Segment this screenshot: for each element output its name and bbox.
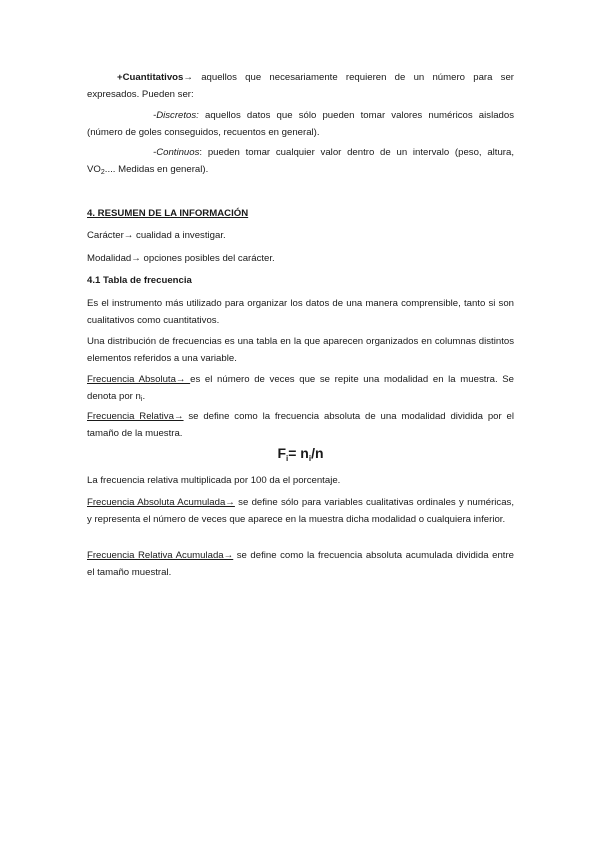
distribution-paragraph: Una distribución de frecuencias es una tabla en la que aparecen organizados en columnas distintos elementos referidos a una variable. [87, 336, 514, 364]
freq-abs-term: Frecuencia Absoluta→ [87, 374, 191, 385]
discrete-term: -Discretos: [153, 110, 199, 121]
modalidad-definition: Modalidad→ opciones posibles del carácter. [87, 253, 275, 264]
continuous-text: : pueden tomar cualquier valor dentro de un intervalo (peso, altura, VO [87, 147, 514, 175]
discrete-paragraph [87, 107, 514, 141]
freq-abs-subscript: i [140, 396, 143, 403]
continuous-text-end: .... Medidas en general). [104, 164, 209, 175]
quantitative-text: aquellos que necesariamente requieren de un número para ser expresados. Pueden ser: [87, 72, 514, 100]
freq-rel-acum-text: se define como la frecuencia absoluta acumulada dividida entre el tamaño muestral. [87, 550, 514, 578]
quantitative-paragraph [87, 69, 514, 103]
instrument-paragraph: Es el instrumento más utilizado para organizar los datos de una manera comprensible, tanto si son cualitativos como cuantitativos. [87, 298, 514, 326]
formula-f-subscript: i [286, 454, 289, 463]
formula-eq: = n [288, 445, 309, 461]
formula-tail: /n [311, 445, 324, 461]
section-4-1-heading: 4.1 Tabla de frecuencia [87, 275, 192, 286]
freq-rel-term: Frecuencia Relativa→ [87, 411, 184, 422]
caracter-definition: Carácter→ cualidad a investigar. [87, 230, 226, 241]
continuous-subscript: 2 [100, 169, 105, 176]
continuous-term: -Continuos [153, 147, 200, 158]
continuous-paragraph [87, 144, 514, 178]
relative-frequency-formula [87, 444, 514, 462]
freq-abs-acum-paragraph [87, 494, 514, 528]
section-4-heading: 4. RESUMEN DE LA INFORMACIÓN [87, 208, 249, 219]
freq-rel-acum-term: Frecuencia Relativa Acumulada→ [87, 550, 234, 561]
freq-abs-paragraph [87, 371, 514, 405]
freq-abs-acum-term: Frecuencia Absoluta Acumulada→ [87, 497, 235, 508]
freq-abs-acum-text: se define sólo para variables cualitativas ordinales y numéricas, y representa el número de veces que aparece en la muestra dicha modalidad o cualquiera inferior. [87, 497, 515, 525]
formula-f: F [277, 445, 286, 461]
formula-n-subscript: i [308, 454, 312, 463]
percent-note: La frecuencia relativa multiplicada por 100 da el porcentaje. [87, 475, 341, 486]
discrete-text: aquellos datos que sólo pueden tomar valores numéricos aislados (número de goles conseguidos, recuentos en general). [87, 110, 514, 138]
freq-rel-paragraph [87, 408, 514, 442]
freq-abs-text: es el número de veces que se repite una modalidad en la muestra. Se denota por n [87, 374, 514, 402]
quantitative-term: +Cuantitativos→ [117, 72, 193, 83]
freq-rel-text: se define como la frecuencia absoluta de una modalidad dividida por el tamaño de la muestra. [87, 411, 514, 439]
freq-abs-text-end: . [142, 391, 146, 402]
freq-rel-acum-paragraph [87, 547, 514, 581]
